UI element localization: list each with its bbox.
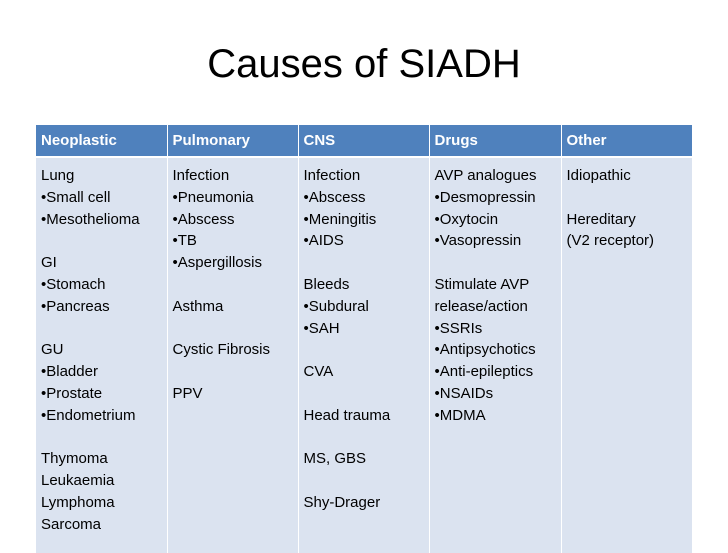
cell-drugs <box>429 157 561 553</box>
cell-line: •Abscess <box>172 210 235 228</box>
cell-other <box>561 157 692 553</box>
cell-pulmonary <box>167 157 298 553</box>
cell-line: release/action <box>434 297 528 315</box>
cell-line <box>304 252 429 274</box>
header-pulmonary: Pulmonary <box>167 125 298 157</box>
cell-line: Hereditary <box>566 210 636 228</box>
cell-line <box>304 339 429 361</box>
cell-line: •Pancreas <box>41 297 110 315</box>
cell-line: Bleeds <box>303 275 350 293</box>
cell-line: Lung <box>41 167 75 184</box>
cell-line: •SAH <box>303 319 340 337</box>
cell-line <box>304 427 429 449</box>
cell-line: CVA <box>303 363 334 381</box>
header-cns: CNS <box>298 125 429 157</box>
cell-line: (V2 receptor) <box>566 232 655 250</box>
cell-line: Stimulate AVP <box>434 275 530 293</box>
cell-line: Lymphoma <box>41 493 115 511</box>
cell-line: •Stomach <box>41 275 106 293</box>
cell-line: •MDMA <box>434 406 486 424</box>
cell-line: •Prostate <box>41 384 103 402</box>
cell-line: •Aspergillosis <box>172 254 262 272</box>
cell-line <box>173 318 298 340</box>
header-drugs: Drugs <box>429 125 561 157</box>
cell-line: Asthma <box>172 297 224 315</box>
cell-line: Thymoma <box>41 450 108 468</box>
cell-line: Sarcoma <box>41 515 102 533</box>
cell-line: •Anti-epileptics <box>434 363 534 381</box>
cell-line: Infection <box>172 167 230 184</box>
cell-line: GI <box>41 254 57 272</box>
cell-line: •Endometrium <box>41 406 136 424</box>
cell-line: •Bladder <box>41 363 98 381</box>
cell-line: Infection <box>303 167 361 184</box>
cell-line: Idiopathic <box>566 167 631 184</box>
header-row <box>36 125 692 157</box>
cell-line: •Oxytocin <box>434 210 499 228</box>
cell-line <box>41 427 167 449</box>
cell-line <box>41 318 167 340</box>
cell-line <box>304 470 429 492</box>
header-neoplastic: Neoplastic <box>36 125 167 157</box>
cell-line: •Pneumonia <box>172 188 254 206</box>
body-row <box>36 157 692 553</box>
cell-neoplastic <box>36 157 167 553</box>
cell-line: •SSRIs <box>434 319 483 337</box>
header-other: Other <box>561 125 692 157</box>
cell-line: •Mesothelioma <box>41 210 140 228</box>
causes-table <box>36 125 692 553</box>
cell-line: •NSAIDs <box>434 384 494 402</box>
slide-title: Causes of SIADH <box>207 42 521 86</box>
cell-line: GU <box>41 341 64 359</box>
cell-line <box>304 383 429 405</box>
cell-line: •Subdural <box>303 297 369 315</box>
cell-line <box>41 230 167 252</box>
cell-line: MS, GBS <box>303 450 367 468</box>
cell-line: PPV <box>172 384 203 402</box>
cell-line: Head trauma <box>303 406 391 424</box>
cell-line <box>173 274 298 296</box>
cell-line: Cystic Fibrosis <box>172 341 271 359</box>
cell-line: Leukaemia <box>41 472 115 490</box>
cell-line: •Antipsychotics <box>434 341 536 359</box>
cell-line <box>567 187 693 209</box>
cell-line: •TB <box>172 232 197 250</box>
cell-line: •Small cell <box>41 188 111 206</box>
cell-line <box>435 252 561 274</box>
cell-line: •Abscess <box>303 188 366 206</box>
cell-line: •Desmopressin <box>434 188 536 206</box>
cell-line: •AIDS <box>303 232 344 250</box>
cell-cns <box>298 157 429 553</box>
cell-line: AVP analogues <box>434 167 537 184</box>
cell-line: Shy-Drager <box>303 493 381 511</box>
cell-line <box>173 361 298 383</box>
cell-line: •Vasopressin <box>434 232 522 250</box>
cell-line: •Meningitis <box>303 210 377 228</box>
